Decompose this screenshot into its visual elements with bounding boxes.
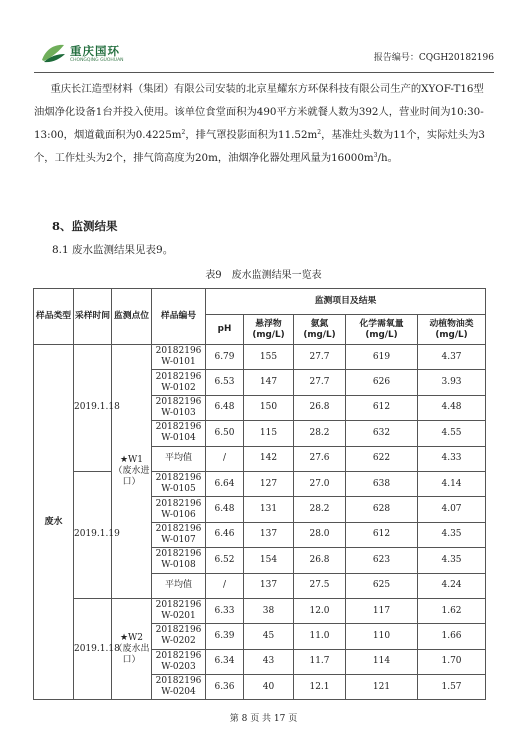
ss-cell: 150 xyxy=(244,395,294,420)
ph-cell: 6.52 xyxy=(206,548,244,573)
oil-cell: 4.55 xyxy=(418,421,486,446)
oil-cell: 3.93 xyxy=(418,370,486,395)
ammonia-cell: 27.5 xyxy=(294,573,346,598)
ammonia-cell: 28.0 xyxy=(294,522,346,547)
header-sample-code: 样品编号 xyxy=(152,289,206,345)
ph-cell: 6.33 xyxy=(206,598,244,623)
ammonia-cell: 12.1 xyxy=(294,675,346,700)
ss-cell: 45 xyxy=(244,624,294,649)
average-label-cell: 平均值 xyxy=(152,446,206,471)
sample-code-cell: 20182196 W-0103 xyxy=(152,395,206,420)
sample-code-cell: 20182196 W-0202 xyxy=(152,624,206,649)
ss-cell: 137 xyxy=(244,573,294,598)
sample-code-cell: 20182196 W-0108 xyxy=(152,548,206,573)
oil-cell: 4.48 xyxy=(418,395,486,420)
cod-cell: 626 xyxy=(346,370,418,395)
ammonia-cell: 11.7 xyxy=(294,649,346,674)
cod-cell: 628 xyxy=(346,497,418,522)
oil-cell: 1.62 xyxy=(418,598,486,623)
cod-cell: 625 xyxy=(346,573,418,598)
page-footer: 第 8 页 共 17 页 xyxy=(229,714,298,724)
sample-code-cell: 20182196 W-0203 xyxy=(152,649,206,674)
leaf-logo-icon xyxy=(40,42,66,64)
section-title: 8、监测结果 xyxy=(52,219,118,233)
cod-cell: 612 xyxy=(346,522,418,547)
header-cod: 化学需氧量 (mg/L) xyxy=(346,315,418,345)
oil-cell: 4.24 xyxy=(418,573,486,598)
date-cell: 2019.1.19 xyxy=(74,471,112,598)
ss-cell: 154 xyxy=(244,548,294,573)
sample-code-cell: 20182196 W-0106 xyxy=(152,497,206,522)
point-cell: ★W1（废水进口） xyxy=(112,345,152,599)
header-ss: 悬浮物 (mg/L) xyxy=(244,315,294,345)
superscript: 2 xyxy=(181,129,186,136)
table-caption: 表9 废水监测结果一览表 xyxy=(205,270,322,281)
company-logo xyxy=(34,38,154,68)
ammonia-cell: 12.0 xyxy=(294,598,346,623)
cod-cell: 121 xyxy=(346,675,418,700)
ammonia-cell: 28.2 xyxy=(294,497,346,522)
ph-cell: 6.50 xyxy=(206,421,244,446)
table-row xyxy=(34,471,486,496)
oil-cell: 4.33 xyxy=(418,446,486,471)
cod-cell: 638 xyxy=(346,471,418,496)
header-sample-time: 采样时间 xyxy=(74,289,112,345)
intro-paragraph xyxy=(34,78,494,170)
table-row xyxy=(34,598,486,623)
average-label-cell: 平均值 xyxy=(152,573,206,598)
page-header xyxy=(34,38,494,73)
ph-cell: 6.39 xyxy=(206,624,244,649)
ss-cell: 155 xyxy=(244,345,294,370)
oil-cell: 4.14 xyxy=(418,471,486,496)
sample-code-cell: 20182196 W-0105 xyxy=(152,471,206,496)
ss-cell: 142 xyxy=(244,446,294,471)
oil-cell: 1.57 xyxy=(418,675,486,700)
sample-type-cell: 废水 xyxy=(34,345,74,700)
point-cell: ★W2（废水出口） xyxy=(112,598,152,700)
sample-code-cell: 20182196 W-0102 xyxy=(152,370,206,395)
sample-code-cell: 20182196 W-0201 xyxy=(152,598,206,623)
ammonia-cell: 27.7 xyxy=(294,370,346,395)
header-ammonia: 氨氮 (mg/L) xyxy=(294,315,346,345)
sample-code-cell: 20182196 W-0204 xyxy=(152,675,206,700)
oil-cell: 4.35 xyxy=(418,548,486,573)
sample-code-cell: 20182196 W-0107 xyxy=(152,522,206,547)
ss-cell: 147 xyxy=(244,370,294,395)
oil-cell: 4.35 xyxy=(418,522,486,547)
ph-cell: 6.46 xyxy=(206,522,244,547)
date-cell: 2019.1.18 xyxy=(74,345,112,472)
logo-text-cn: 重庆国环 xyxy=(70,44,120,58)
cod-cell: 619 xyxy=(346,345,418,370)
ss-cell: 137 xyxy=(244,522,294,547)
sample-code-cell: 20182196 W-0101 xyxy=(152,345,206,370)
ph-cell: 6.53 xyxy=(206,370,244,395)
cod-cell: 117 xyxy=(346,598,418,623)
logo-text-en: CHONGQING GUOHUAN xyxy=(70,58,124,63)
intro-text-3: ，基准灶头数为11个，实际灶头为3个，工作灶头为2个，排气筒高度为20m，油烟净化器处理风量为16000m xyxy=(34,129,485,164)
report-number: 报告编号：CQGH20182196 xyxy=(373,53,494,63)
superscript: 3 xyxy=(373,152,378,159)
ss-cell: 127 xyxy=(244,471,294,496)
oil-cell: 1.70 xyxy=(418,649,486,674)
ammonia-cell: 28.2 xyxy=(294,421,346,446)
cod-cell: 622 xyxy=(346,446,418,471)
ss-cell: 38 xyxy=(244,598,294,623)
ammonia-cell: 26.8 xyxy=(294,548,346,573)
ss-cell: 43 xyxy=(244,649,294,674)
sample-code-cell: 20182196 W-0104 xyxy=(152,421,206,446)
header-ph: pH xyxy=(206,315,244,345)
header-oil: 动植物油类 (mg/L) xyxy=(418,315,486,345)
ph-cell: 6.36 xyxy=(206,675,244,700)
header-monitoring-items: 监测项目及结果 xyxy=(206,289,486,315)
ph-cell: 6.34 xyxy=(206,649,244,674)
oil-cell: 4.37 xyxy=(418,345,486,370)
header-monitoring-point: 监测点位 xyxy=(112,289,152,345)
section-subtitle: 8.1 废水监测结果见表9。 xyxy=(52,244,174,256)
ph-cell: / xyxy=(206,446,244,471)
oil-cell: 4.07 xyxy=(418,497,486,522)
table-row xyxy=(34,345,486,370)
header-sample-type: 样品类型 xyxy=(34,289,74,345)
ss-cell: 115 xyxy=(244,421,294,446)
ammonia-cell: 11.0 xyxy=(294,624,346,649)
ph-cell: 6.64 xyxy=(206,471,244,496)
superscript: 2 xyxy=(317,129,322,136)
ammonia-cell: 26.8 xyxy=(294,395,346,420)
ph-cell: / xyxy=(206,573,244,598)
cod-cell: 632 xyxy=(346,421,418,446)
ph-cell: 6.79 xyxy=(206,345,244,370)
intro-text-4: /h。 xyxy=(377,152,398,164)
ss-cell: 40 xyxy=(244,675,294,700)
ammonia-cell: 27.6 xyxy=(294,446,346,471)
date-cell: 2019.1.18 xyxy=(74,598,112,700)
ph-cell: 6.48 xyxy=(206,497,244,522)
ammonia-cell: 27.0 xyxy=(294,471,346,496)
oil-cell: 1.66 xyxy=(418,624,486,649)
cod-cell: 110 xyxy=(346,624,418,649)
intro-text-2: ，排气罩投影面积为11.52m xyxy=(185,129,318,141)
wastewater-results-table xyxy=(33,288,486,700)
cod-cell: 623 xyxy=(346,548,418,573)
ph-cell: 6.48 xyxy=(206,395,244,420)
ammonia-cell: 27.7 xyxy=(294,345,346,370)
cod-cell: 612 xyxy=(346,395,418,420)
ss-cell: 131 xyxy=(244,497,294,522)
intro-text-1: 重庆长江造型材料（集团）有限公司安装的北京星耀东方环保科技有限公司生产的XYOF-T16型油烟净化设备1台并投入使用。该单位食堂面积为490平方米就餐人数为392人，营业时间为10:30-13:00，烟道截面积为0.4225m xyxy=(34,83,484,141)
cod-cell: 114 xyxy=(346,649,418,674)
